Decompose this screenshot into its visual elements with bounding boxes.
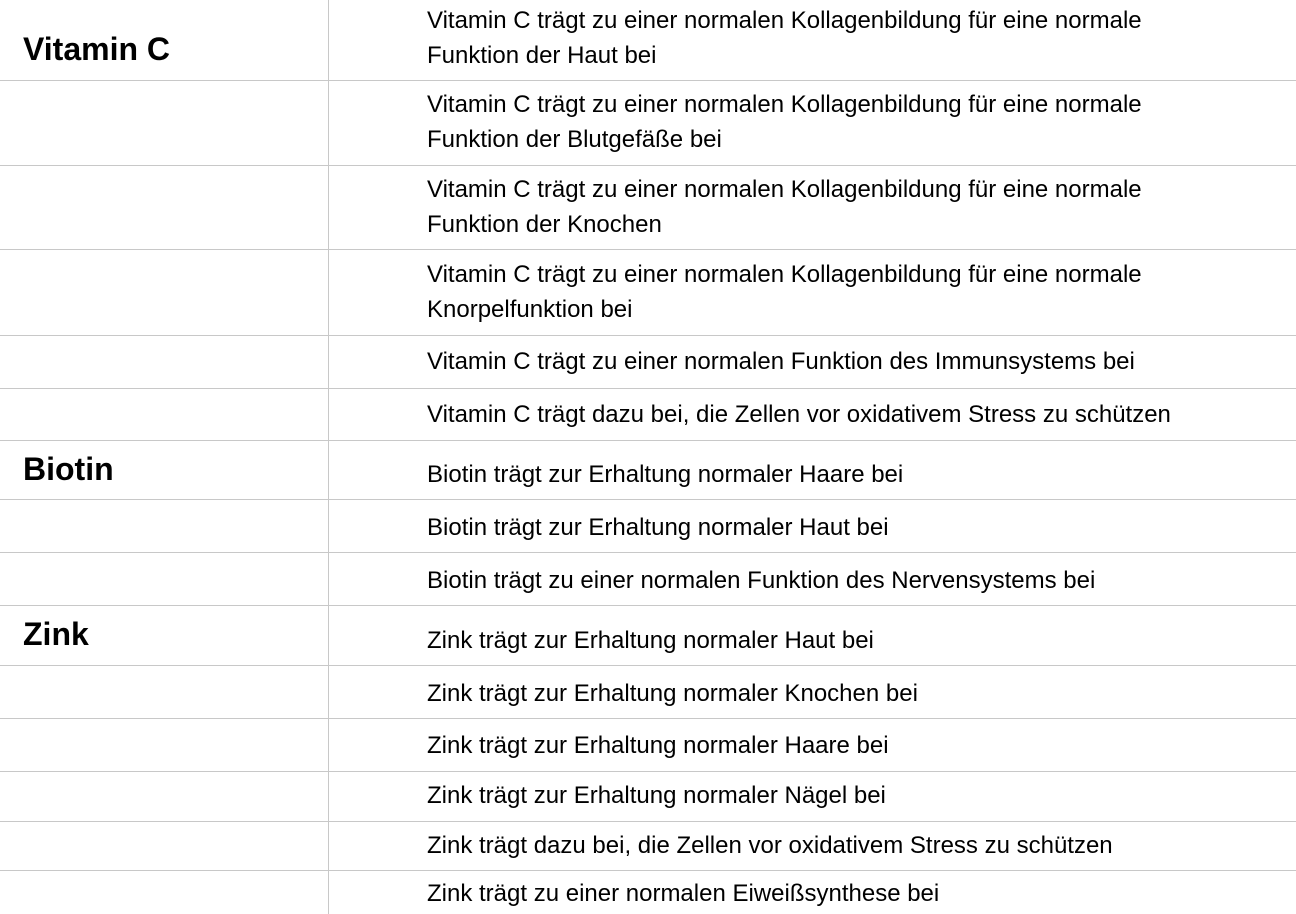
nutrient-label-zink: Zink <box>23 616 89 652</box>
claim-line: Vitamin C trägt zu einer normalen Kollagenbildung für eine normale <box>427 7 1142 34</box>
claim-text <box>427 87 1287 157</box>
claim-text <box>427 257 1287 327</box>
claim-line: Vitamin C trägt zu einer normalen Kollagenbildung für eine normale <box>427 91 1142 118</box>
claim-text: Zink trägt zur Erhaltung normaler Haare bei <box>427 732 889 759</box>
claim-line: Vitamin C trägt zu einer normalen Kollagenbildung für eine normale <box>427 261 1142 288</box>
claim-text: Zink trägt zur Erhaltung normaler Knochen bei <box>427 680 918 707</box>
claim-line: Knorpelfunktion bei <box>427 296 633 323</box>
claim-line: Funktion der Knochen <box>427 211 662 238</box>
claim-text: Vitamin C trägt dazu bei, die Zellen vor oxidativem Stress zu schützen <box>427 401 1171 428</box>
claim-line: Funktion der Blutgefäße bei <box>427 126 722 153</box>
column-divider <box>328 0 329 914</box>
claim-text: Biotin trägt zur Erhaltung normaler Haut bei <box>427 514 889 541</box>
claim-line: Funktion der Haut bei <box>427 42 657 69</box>
claim-text: Zink trägt zur Erhaltung normaler Nägel bei <box>427 782 886 809</box>
claim-text <box>427 3 1287 73</box>
claim-text <box>427 172 1287 242</box>
claim-text: Vitamin C trägt zu einer normalen Funktion des Immunsystems bei <box>427 348 1135 375</box>
claim-text: Zink trägt zur Erhaltung normaler Haut bei <box>427 627 874 654</box>
claim-text: Zink trägt dazu bei, die Zellen vor oxidativem Stress zu schützen <box>427 832 1113 859</box>
claim-text: Zink trägt zu einer normalen Eiweißsynthese bei <box>427 880 940 907</box>
claim-line: Vitamin C trägt zu einer normalen Kollagenbildung für eine normale <box>427 176 1142 203</box>
nutrient-label-vitamin-c: Vitamin C <box>23 31 170 67</box>
claim-text: Biotin trägt zu einer normalen Funktion des Nervensystems bei <box>427 567 1096 594</box>
nutrient-label-biotin: Biotin <box>23 451 114 487</box>
claim-text: Biotin trägt zur Erhaltung normaler Haare bei <box>427 461 904 488</box>
